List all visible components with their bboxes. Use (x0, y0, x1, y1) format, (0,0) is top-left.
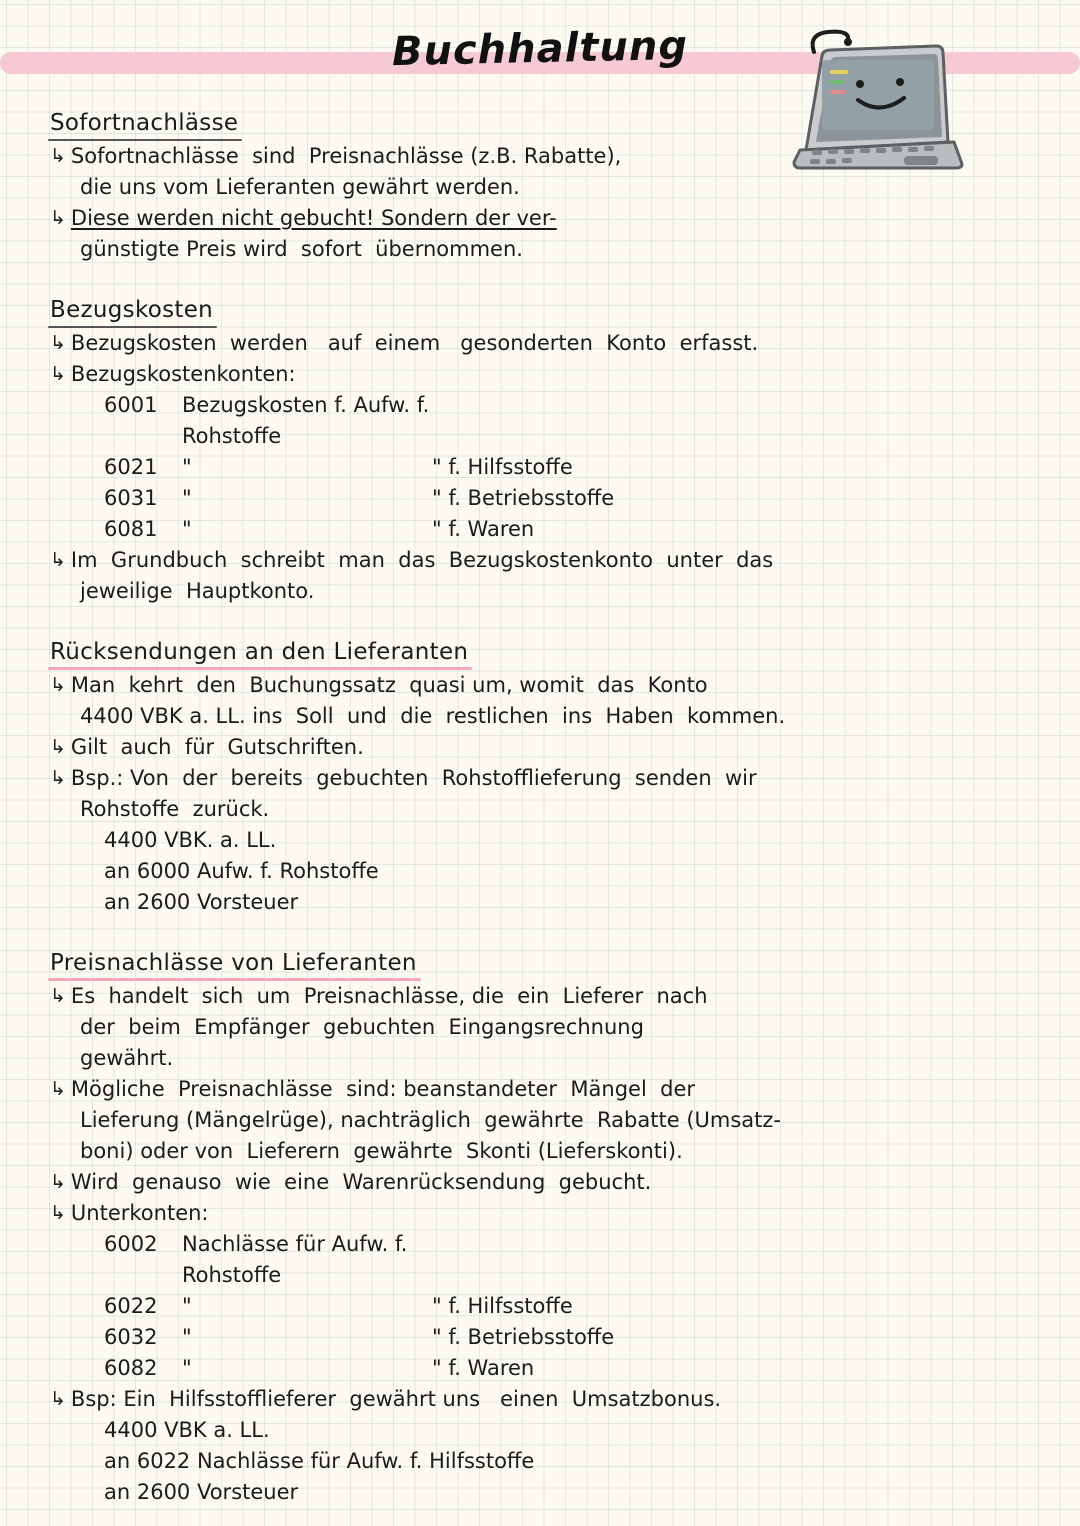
account-number: 6032 (104, 1325, 158, 1349)
arrow-bullet-icon: ↳ (50, 1078, 66, 1100)
note-line (50, 576, 1040, 607)
account-number: 6082 (104, 1356, 158, 1380)
booking-entry (50, 825, 1040, 918)
account-row (50, 514, 1040, 545)
account-number: 6081 (104, 517, 158, 541)
section-sofortnachlaesse (50, 108, 1040, 265)
account-row (50, 452, 1040, 483)
arrow-bullet-icon: ↳ (50, 207, 66, 229)
note-text: Bsp: Ein Hilfsstofflieferer gewährt uns einen Umsatzbonus. (70, 1387, 722, 1411)
note-line (50, 328, 1040, 359)
notes-content (50, 108, 1040, 1522)
note-text: Bezugskostenkonten: (70, 362, 296, 386)
account-row (50, 1353, 1040, 1384)
note-text: die uns vom Lieferanten gewährt werden. (80, 175, 520, 199)
booking-line: 4400 VBK. a. LL. (104, 828, 277, 852)
account-desc-1: " (182, 1325, 192, 1349)
note-line (50, 1384, 1040, 1415)
account-desc-1: Nachlässe für Aufw. f. Rohstoffe (182, 1232, 408, 1287)
account-desc-2: " f. Betriebsstoffe (432, 486, 615, 510)
note-line (50, 701, 1040, 732)
note-text: Im Grundbuch schreibt man das Bezugskostenkonto unter das (70, 548, 774, 572)
arrow-bullet-icon: ↳ (50, 674, 66, 696)
account-desc-1: " (182, 1356, 192, 1380)
note-text: Diese werden nicht gebucht! Sondern der ver- (70, 206, 557, 230)
note-text: Es handelt sich um Preisnachlässe, die ein Lieferer nach (70, 984, 708, 1008)
note-line (50, 794, 1040, 825)
note-line (50, 1105, 1040, 1136)
note-line (50, 172, 1040, 203)
note-line (50, 1167, 1040, 1198)
booking-line: an 2600 Vorsteuer (104, 890, 299, 914)
note-line (50, 359, 1040, 390)
arrow-bullet-icon: ↳ (50, 145, 66, 167)
note-text: Bezugskosten werden auf einem gesonderten Konto erfasst. (70, 331, 759, 355)
account-number: 6002 (104, 1232, 158, 1256)
account-row (50, 1229, 1040, 1291)
account-desc-1: " (182, 517, 192, 541)
account-desc-2: " f. Hilfsstoffe (432, 1294, 573, 1318)
arrow-bullet-icon: ↳ (50, 767, 66, 789)
note-line (50, 1043, 1040, 1074)
account-number: 6031 (104, 486, 158, 510)
note-line (50, 545, 1040, 576)
arrow-bullet-icon: ↳ (50, 985, 66, 1007)
note-text: 4400 VBK a. LL. ins Soll und die restlichen ins Haben kommen. (80, 704, 786, 728)
section-heading: Preisnachlässe von Lieferanten (50, 948, 417, 979)
account-desc-1: " (182, 1294, 192, 1318)
arrow-bullet-icon: ↳ (50, 363, 66, 385)
section-heading: Bezugskosten (50, 295, 213, 326)
arrow-bullet-icon: ↳ (50, 332, 66, 354)
account-desc-2 (432, 1229, 1040, 1291)
note-line (50, 981, 1040, 1012)
note-text: Rohstoffe zurück. (80, 797, 270, 821)
account-desc-2: " f. Hilfsstoffe (432, 455, 573, 479)
arrow-bullet-icon: ↳ (50, 549, 66, 571)
section-heading: Sofortnachlässe (50, 108, 238, 139)
page-title: Buchhaltung (391, 22, 689, 76)
account-number: 6022 (104, 1294, 158, 1318)
note-text: günstigte Preis wird sofort übernommen. (80, 237, 523, 261)
note-text: Sofortnachlässe sind Preisnachlässe (z.B. Rabatte), (70, 144, 622, 168)
booking-line: 4400 VBK a. LL. (104, 1418, 270, 1442)
note-text: Wird genauso wie eine Warenrücksendung gebucht. (70, 1170, 652, 1194)
account-desc-1: " (182, 486, 192, 510)
note-text: Mögliche Preisnachlässe sind: beanstandeter Mängel der (70, 1077, 696, 1101)
booking-line: an 6022 Nachlässe für Aufw. f. Hilfsstoffe (104, 1449, 535, 1473)
account-number: 6021 (104, 455, 158, 479)
note-text: Gilt auch für Gutschriften. (70, 735, 364, 759)
note-line (50, 763, 1040, 794)
note-text: Man kehrt den Buchungssatz quasi um, womit das Konto (70, 673, 708, 697)
account-desc-2: " f. Waren (432, 1356, 535, 1380)
account-row (50, 1291, 1040, 1322)
account-number: 6001 (104, 393, 158, 417)
note-line (50, 141, 1040, 172)
arrow-bullet-icon: ↳ (50, 1171, 66, 1193)
note-line (50, 203, 1040, 234)
note-line (50, 1012, 1040, 1043)
account-desc-2 (432, 390, 1040, 452)
note-text: Unterkonten: (70, 1201, 209, 1225)
section-bezugskosten (50, 295, 1040, 607)
note-line (50, 732, 1040, 763)
account-desc-2: " f. Betriebsstoffe (432, 1325, 615, 1349)
booking-entry (50, 1415, 1040, 1508)
account-desc-1: " (182, 455, 192, 479)
account-row (50, 1322, 1040, 1353)
arrow-bullet-icon: ↳ (50, 1388, 66, 1410)
note-text: Lieferung (Mängelrüge), nachträglich gewährte Rabatte (Umsatz- (80, 1108, 781, 1132)
note-text: gewährt. (80, 1046, 174, 1070)
booking-line: an 6000 Aufw. f. Rohstoffe (104, 859, 379, 883)
note-line (50, 1198, 1040, 1229)
account-row (50, 390, 1040, 452)
note-line (50, 234, 1040, 265)
section-heading: Rücksendungen an den Lieferanten (50, 637, 468, 668)
note-text: jeweilige Hauptkonto. (80, 579, 315, 603)
arrow-bullet-icon: ↳ (50, 736, 66, 758)
note-line (50, 1074, 1040, 1105)
note-text: boni) oder von Lieferern gewährte Skonti (Lieferskonti). (80, 1139, 683, 1163)
account-row (50, 483, 1040, 514)
account-desc-2: " f. Waren (432, 517, 535, 541)
note-line (50, 1136, 1040, 1167)
note-line (50, 670, 1040, 701)
note-text: Bsp.: Von der bereits gebuchten Rohstofflieferung senden wir (70, 766, 757, 790)
section-preisnachlaesse (50, 948, 1040, 1508)
section-ruecksendungen (50, 637, 1040, 918)
booking-line: an 2600 Vorsteuer (104, 1480, 299, 1504)
arrow-bullet-icon: ↳ (50, 1202, 66, 1224)
account-desc-1: Bezugskosten f. Aufw. f. Rohstoffe (182, 393, 430, 448)
note-text: der beim Empfänger gebuchten Eingangsrechnung (80, 1015, 644, 1039)
